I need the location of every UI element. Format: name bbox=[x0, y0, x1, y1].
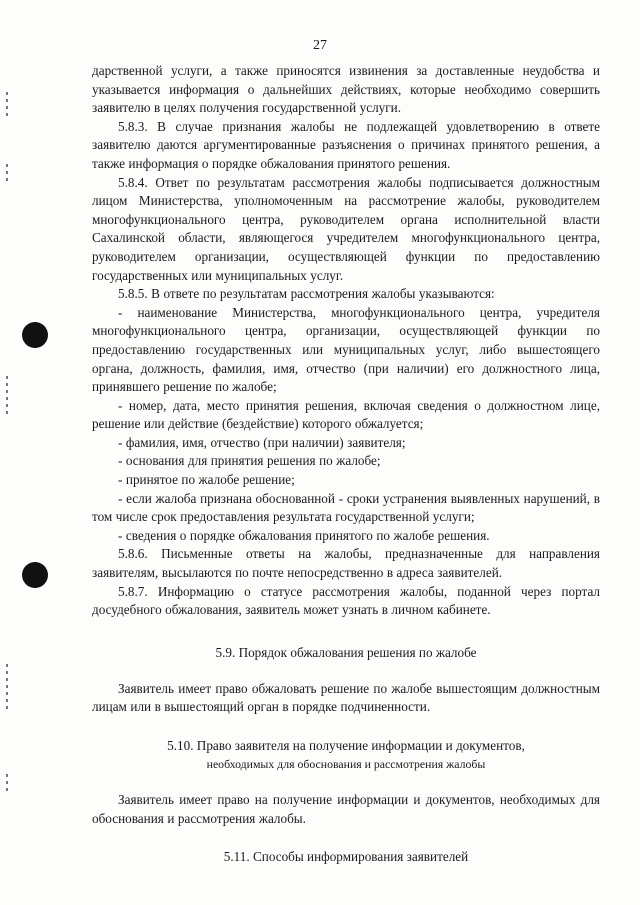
paragraph: 5.8.4. Ответ по результатам рассмотрения жалобы подписывается должностным лицом Министерства, уполномоченным на рассмотрение жалобы, руководителем многофункционального центра, руководителем органа исполнительной власти Сахалинской области, являющегося учредителем многофункционального центра, руководителем организации, осуществляющей функции по предоставлению государственных или муниципальных услуг. bbox=[92, 174, 600, 283]
section-heading-5-11: 5.11. Способы информирования заявителей bbox=[223, 849, 469, 865]
punch-hole-bottom bbox=[22, 562, 48, 588]
scan-edge-marks bbox=[4, 160, 12, 181]
paragraph: 5.8.5. В ответе по результатам рассмотрения жалобы указываются: bbox=[118, 286, 495, 302]
section-heading-5-9: 5.9. Порядок обжалования решения по жалобе bbox=[215, 644, 477, 660]
page-number: 27 bbox=[313, 38, 327, 53]
scan-edge-marks bbox=[4, 770, 12, 791]
document-body bbox=[92, 62, 600, 866]
paragraph: Заявитель имеет право на получение информации и документов, необходимых для обоснования и рассмотрения жалобы. bbox=[92, 792, 600, 826]
scan-edge-marks bbox=[4, 372, 12, 414]
section-heading-5-10 bbox=[92, 737, 600, 773]
heading-line: необходимых для обоснования и рассмотрения жалобы bbox=[206, 757, 486, 771]
paragraph: 5.8.7. Информацию о статусе рассмотрения жалобы, поданной через портал досудебного обжалования, заявитель может узнать в личном кабинете. bbox=[92, 583, 600, 618]
punch-hole-top bbox=[22, 322, 48, 348]
paragraph: Заявитель имеет право обжаловать решение по жалобе вышестоящим должностным лицам или в вышестоящий орган в порядке подчиненности. bbox=[92, 680, 600, 715]
scan-edge-marks bbox=[4, 660, 12, 709]
list-item: - основания для принятия решения по жалобе; bbox=[118, 453, 381, 469]
list-item: - наименование Министерства, многофункционального центра, учредителя многофункционального центра, организации, осуществляющей функции по предоставлению государственных или муниципальных услуг, либо вышестоящего органа, должность, фамилия, имя, отчество (при наличии) его должностного лица, принявшего решение по жалобе; bbox=[92, 304, 600, 395]
list-item: - номер, дата, место принятия решения, включая сведения о должностном лице, решение или действие (бездействие) которого обжалуется; bbox=[92, 397, 600, 432]
paragraph: 5.8.6. Письменные ответы на жалобы, предназначенные для направления заявителям, высылаются по почте непосредственно в адреса заявителей. bbox=[92, 546, 600, 581]
list-item: - если жалоба признана обоснованной - сроки устранения выявленных нарушений, в том числе срок предоставления результата государственной услуги; bbox=[92, 490, 600, 525]
scan-edge-marks bbox=[4, 88, 12, 116]
list-item: - принятое по жалобе решение; bbox=[118, 472, 295, 488]
heading-line: 5.10. Право заявителя на получение информации и документов, bbox=[167, 738, 525, 753]
paragraph: дарственной услуги, а также приносятся извинения за доставленные неудобства и указывается информация о дальнейших действиях, которые необходимо совершить заявителю в целях получения государственной услуги. bbox=[92, 63, 600, 116]
list-item: - фамилия, имя, отчество (при наличии) заявителя; bbox=[118, 434, 406, 450]
paragraph: 5.8.3. В случае признания жалобы не подлежащей удовлетворению в ответе заявителю даются аргументированные разъяснения о причинах принятого решения, а также информация о порядке обжалования принятого решения. bbox=[92, 118, 600, 171]
list-item: - сведения о порядке обжалования принятого по жалобе решения. bbox=[118, 527, 490, 543]
